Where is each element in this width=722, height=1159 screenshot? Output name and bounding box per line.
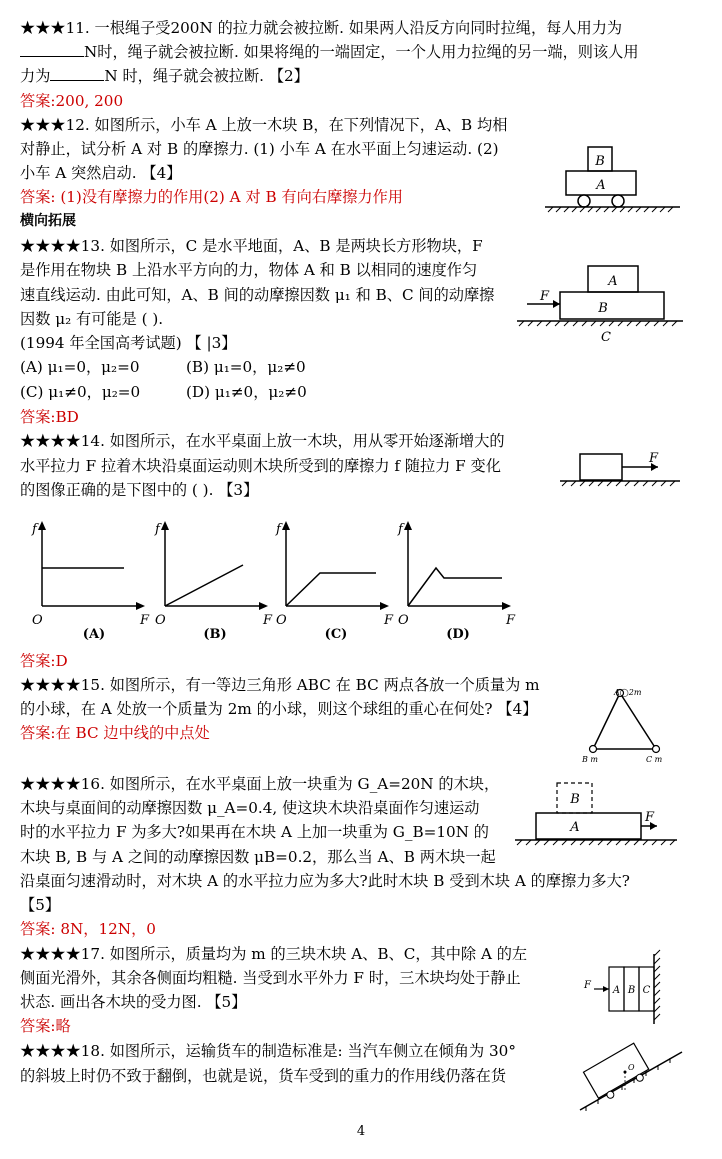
q14-line2: 水平拉力 F 拉着木块沿桌面运动则木块所受到的摩擦力 f 随拉力 F 变化 (20, 457, 501, 475)
ball-c (653, 746, 660, 753)
force-f-label: F (540, 289, 550, 304)
q17-answer: 答案:略 (20, 1017, 71, 1035)
y-axis-arrow (404, 521, 412, 530)
q13-line2: 是作用在物块 B 上沿水平方向的力，物体 A 和 B 以相同的速度作匀 (20, 261, 478, 279)
y-axis-label: f (32, 522, 37, 537)
q16-line4: 木块 B, B 与 A 之间的动摩擦因数 μB=0.2，那么当 A、B 两木块一起 (20, 848, 496, 866)
force-f-label: F (645, 810, 655, 825)
label-a-2m: A◯2m (614, 688, 642, 697)
caption: (C) (324, 627, 348, 642)
block-a-label: A (570, 820, 580, 835)
page-number: 4 (356, 1124, 366, 1139)
x-axis-arrow (502, 602, 511, 610)
q17-line1: ★★★★17. 如图所示，质量均为 m 的三块木块 A、B、C，其中除 A 的左 (20, 945, 528, 963)
caption: (B) (203, 627, 227, 642)
cart-a-label: A (596, 178, 606, 193)
slope-line (580, 1052, 682, 1110)
blank-2 (50, 66, 104, 81)
wheel-right (612, 195, 624, 207)
x-axis-label: F (506, 613, 516, 628)
q15-line2: 的小球，在 A 处放一个质量为 2m 的小球，则这个球组的重心在何处? 【4】 (20, 700, 538, 718)
block-a-label: A (612, 985, 621, 996)
q12-answer: 答案: (1)没有摩擦力的作用(2) A 对 B 有向右摩擦力作用 (20, 188, 403, 206)
q13-option-b: (B) μ₁=0，μ₂≠0 (186, 358, 306, 376)
q13-line3: 速直线运动. 由此可知，A、B 间的动摩擦因数 μ₁ 和 B、C 间的动摩擦 (20, 286, 495, 304)
block-a (536, 813, 641, 839)
origin-label: O (155, 613, 166, 628)
force-f-label: F (584, 980, 591, 991)
truck-body (583, 1043, 651, 1104)
label-b-m: B m (582, 755, 599, 764)
y-axis-arrow (38, 521, 46, 530)
ground-c-label: C (601, 330, 611, 345)
wooden-block (580, 454, 622, 480)
q17-line3: 状态. 画出各木块的受力图. 【5】 (20, 993, 247, 1011)
q11-line3 (20, 64, 309, 88)
q13-blocks-figure (515, 258, 685, 348)
label-o: O (628, 1063, 635, 1072)
q14-answer: 答案:D (20, 652, 68, 670)
section-heading: 横向拓展 (20, 213, 76, 229)
q18-truck-slope-figure (578, 1040, 688, 1116)
q17-wall-figure (580, 948, 680, 1030)
curve (408, 568, 502, 606)
force-f-label: F (649, 451, 659, 466)
q16-answer: 答案: 8N，12N，0 (20, 920, 156, 938)
q16-blocks-figure (512, 775, 682, 850)
q11-line1: ★★★11. 一根绳子受200N 的拉力就会被拉断. 如果两人沿反方向同时拉绳，每人用力为 (20, 19, 623, 37)
block-b-label: B (598, 301, 608, 316)
wheel-left (578, 195, 590, 207)
graph-a (20, 516, 160, 646)
graph-b (143, 516, 283, 646)
q12-line1: ★★★12. 如图所示，小车 A 上放一木块 B，在下列情况下，A、B 均相 (20, 116, 508, 134)
q15-answer: 答案:在 BC 边中线的中点处 (20, 724, 210, 742)
curve (286, 573, 376, 606)
q17-line2: 侧面光滑外，其余各侧面均粗糙. 当受到水平外力 F 时，三木块均处于静止 (20, 969, 521, 987)
x-axis-label: F (140, 613, 150, 628)
q15-line1: ★★★★15. 如图所示，有一等边三角形 ABC 在 BC 两点各放一个质量为 m (20, 676, 540, 694)
curve (165, 565, 243, 606)
caption: (D) (446, 627, 470, 642)
y-axis-arrow (161, 521, 169, 530)
block-b-label: B (595, 154, 605, 169)
origin-label: O (398, 613, 409, 628)
graph-d (386, 516, 526, 646)
block-a-label: A (608, 274, 618, 289)
ball-b (590, 746, 597, 753)
q16-line5: 沿桌面匀速滑动时，对木块 A 的水平拉力应为多大?此时木块 B 受到木块 A 的摩擦力多大? (20, 872, 630, 890)
q16-line3: 时的水平拉力 F 为多大?如果再在木块 A 上加一块重为 G_B=10N 的 (20, 823, 489, 841)
q11-line2-text: N时，绳子就会被拉断. 如果将绳的一端固定，一个人用力拉绳的另一端，则该人用 (84, 43, 639, 61)
q11-line3-text: N 时，绳子就会被拉断. 【2】 (104, 67, 309, 85)
force-f-arrowhead (553, 300, 560, 308)
q18-line1: ★★★★18. 如图所示，运输货车的制造标准是: 当汽车侧立在倾角为 30° (20, 1042, 516, 1060)
triangle-abc (593, 693, 656, 749)
q11-line3-prefix: 力为 (20, 67, 51, 85)
block-b-label: B (570, 792, 580, 807)
q15-triangle-figure (580, 682, 680, 770)
q16-line1: ★★★★16. 如图所示，在水平桌面上放一块重为 G_A=20N 的木块， (20, 775, 500, 793)
q16-line6: 【5】 (20, 896, 61, 914)
q13-line1: ★★★★13. 如图所示，C 是水平地面，A、B 是两块长方形物块，F (20, 237, 483, 255)
caption: (A) (82, 627, 106, 642)
y-axis-label: f (155, 522, 160, 537)
q11-line2 (20, 40, 639, 64)
q11-answer: 答案:200, 200 (20, 92, 124, 110)
q13-option-d: (D) μ₁≠0，μ₂≠0 (186, 383, 307, 401)
force-f-arrowhead (603, 986, 609, 992)
label-c-m: C m (646, 755, 663, 764)
graph-c (264, 516, 404, 646)
origin-label: O (32, 613, 43, 628)
origin-label: O (276, 613, 287, 628)
q14-block-figure (555, 445, 685, 490)
wall-hatch (654, 950, 660, 1020)
y-axis-arrow (282, 521, 290, 530)
blank-1 (20, 42, 84, 57)
x-axis-label: F (384, 613, 394, 628)
q13-line5: (1994 年全国高考试题) 【 |3】 (20, 334, 237, 352)
block-b-label: B (627, 985, 636, 996)
q12-line3: 小车 A 突然启动. 【4】 (20, 164, 182, 182)
x-axis-label: F (263, 613, 273, 628)
q13-line4: 因数 μ₂ 有可能是 ( ). (20, 310, 164, 328)
block-c-label: C (642, 985, 651, 996)
q14-line3: 的图像正确的是下图中的 ( ). 【3】 (20, 481, 259, 499)
q13-option-c: (C) μ₁≠0，μ₂=0 (20, 383, 141, 401)
y-axis-label: f (398, 522, 403, 537)
q12-line2: 对静止，试分析 A 对 B 的摩擦力. (1) 小车 A 在水平面上匀速运动. (2) (20, 140, 499, 158)
block-b (560, 292, 664, 319)
q14-line1: ★★★★14. 如图所示，在水平桌面上放一木块，用从零开始逐渐增大的 (20, 432, 505, 450)
q16-line2: 木块与桌面间的动摩擦因数 μ_A=0.4, 使这块木块沿桌面作匀速运动 (20, 799, 480, 817)
q13-answer: 答案:BD (20, 408, 79, 426)
q12-cart-figure (540, 140, 690, 220)
q13-option-a: (A) μ₁=0，μ₂=0 (20, 358, 140, 376)
q18-line2: 的斜坡上时仍不致于翻倒，也就是说，货车受到的重力的作用线仍落在货 (20, 1067, 506, 1085)
y-axis-label: f (276, 522, 281, 537)
